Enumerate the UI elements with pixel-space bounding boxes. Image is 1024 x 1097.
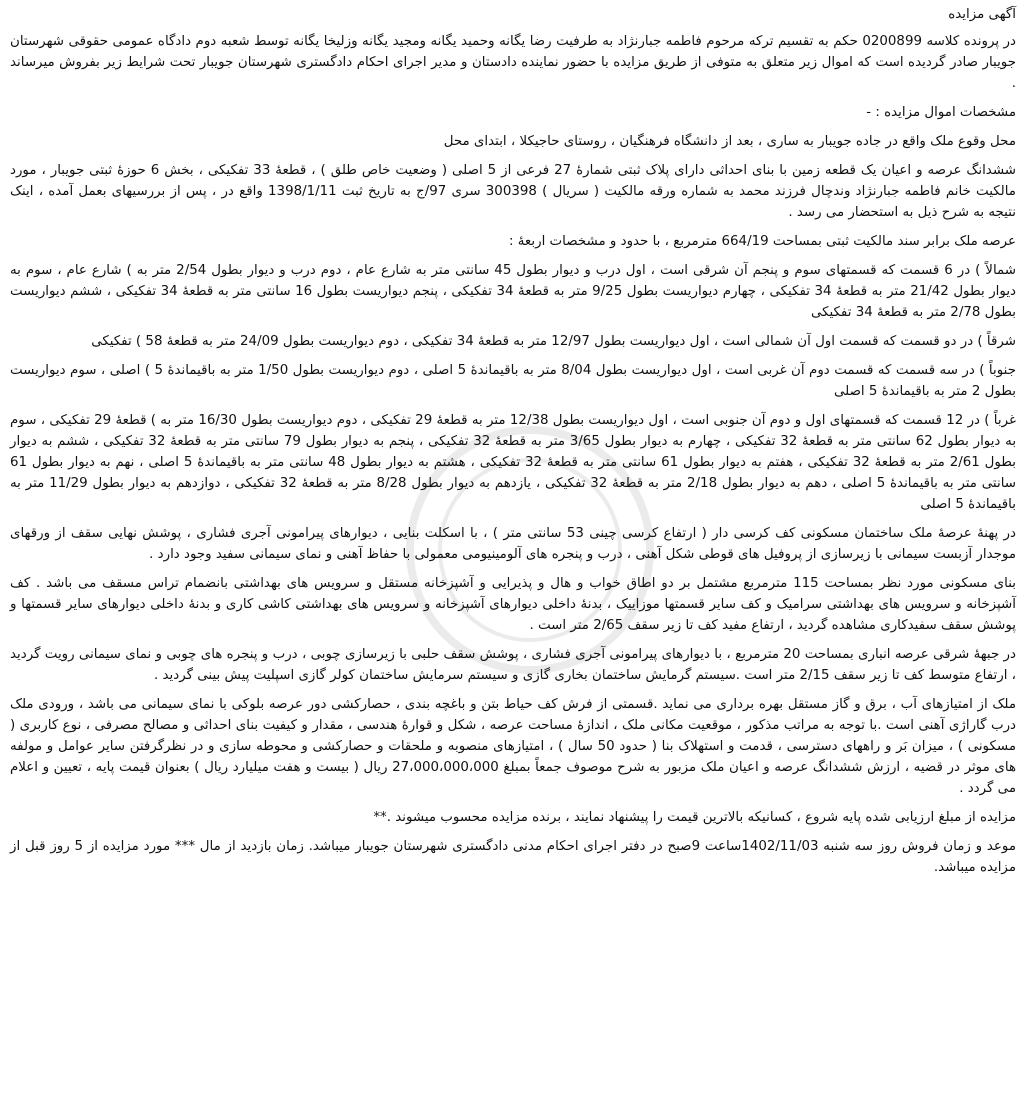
west-boundary-paragraph: غرباً ) در 12 قسمت که قسمتهای اول و دوم آن جنوبی است ، اول دیواریست بطول 12/38 متر به قطعۀ 29 تفکیکی ، دوم دیواریست بطول 16/30 متر به ) قطعۀ 29 تفکیکی ، سوم به دیوار بطول 62 سانتی متر به قطعۀ 32 تفکیکی ، چهارم به دیوار بطول 3/65 متر به قطعۀ 32 تفکیکی ، پنجم به دیوار بطول 79 سانتی متر به قطعۀ 32 تفکیکی ، ششم به دیوار بطول 2/61 متر به قطعۀ 32 تفکیکی ، هفتم به دیوار بطول 61 سانتی متر به قطعۀ 32 تفکیکی ، هشتم به دیوار بطول 48 سانتی متر به باقیماندۀ 5 اصلی ، نهم به دیوار بطول 61 سانتی متر به باقیماندۀ 5 اصلی ، دهم به دیوار بطول 2/18 متر به قطعۀ 32 تفکیکی ، یازدهم به دیوار بطول 8/28 متر به قطعۀ 32 تفکیکی ، دوازدهم به دیوار بطول 11/29 متر به باقیماندۀ 5 اصلی	[10, 413, 1017, 512]
south-boundary-paragraph: جنوباً ) در سه قسمت که قسمت دوم آن غربی است ، اول دیواریست بطول 8/04 متر به باقیماندۀ 5 اصلی ، دوم دیواریست بطول 1/50 متر به باقیماندۀ 5 ) اصلی ، سوم دیواریست بطول 2 متر به باقیماندۀ 5 اصلی	[10, 363, 1016, 399]
residential-unit-paragraph: بنای مسکونی مورد نظر بمساحت 115 مترمربع مشتمل بر دو اطاق خواب و هال و پذیرایی و آشپزخانه مستقل و سرویس های بهداشتی بانضمام تراس مسقف می باشد . کف آشپزخانه و سرویس های بهداشتی سرامیک و کف سایر قسمتها موزاییک ، بدنۀ داخلی دیوارهای آشپزخانه و سرویس های بهداشتی کاشی کاری و بدنۀ داخلی دیوارهای سایر قسمتها و پوشش سقف سفیدکاری مشاهده گردید ، ارتفاع مفید کف تا زیر سقف 2/65 متر است .	[10, 576, 1016, 633]
east-boundary-paragraph: شرقاً ) در دو قسمت که قسمت اول آن شمالی است ، اول دیواریست بطول 12/97 متر به قطعۀ 34 تفکیکی ، دوم دیواریست بطول 24/09 متر به قطعۀ 58 ) تفکیکی	[91, 334, 1016, 349]
warehouse-paragraph: در جبهۀ شرقی عرصه انباری بمساحت 20 مترمربع ، با دیوارهای پیرامونی آجری فشاری ، پوشش سقف حلبی با زیرسازی چوبی ، درب و پنجره های چوبی و نمای سیمانی رویت گردید ، ارتفاع متوسط کف تا زیر سقف 2/15 متر است .سیستم گرمایش ساختمان بخاری گازی و سیستم سرمایش ساختمان کولر گازی اسپلیت پیش بینی گردید .	[10, 647, 1016, 683]
auction-terms-paragraph: مزایده از مبلغ ارزیابی شده پایه شروع ، کسانیکه بالاترین قیمت را پیشنهاد نمایند ، برنده مزایده محسوب میشوند .**	[373, 810, 1016, 825]
building-structure-paragraph: در پهنۀ عرصۀ ملک ساختمان مسکونی کف کرسی دار ( ارتفاع کرسی چینی 53 سانتی متر ) ، با اسکلت بنایی ، دیوارهای پیرامونی آجری فشاری ، پوشش نهایی سقف از ورقهای موجدار آزبست سیمانی با زیرسازی از پروفیل های قوطی شکل آهنی ، درب و پنجره های آلومینیومی معمولی با حفاظ آهنی و نمای سیمانی سفید وجود دارد .	[10, 526, 1016, 562]
north-boundary-paragraph: شمالاً ) در 6 قسمت که قسمتهای سوم و پنجم آن شرقی است ، اول درب و دیوار بطول 45 سانتی متر به شارع عام ، دوم درب و دیوار بطول 2/54 متر به ) شارع عام ، سوم به دیوار بطول 21/42 متر به قطعۀ 34 تفکیکی ، چهارم دیواریست بطول 9/25 متر به قطعۀ 34 تفکیکی ، پنجم دیواریست بطول 16 سانتی متر به قطعۀ 34 تفکیکی ، ششم دیواریست بطول 2/78 متر به قطعۀ 34 تفکیکی	[10, 263, 1017, 320]
property-title-paragraph: ششدانگ عرصه و اعیان یک قطعه زمین با بنای احداثی دارای پلاک ثبتی شمارۀ 27 فرعی از 5 اصلی ( وضعیت خاص طلق ) ، قطعۀ 33 تفکیکی ، بخش 6 حوزۀ ثبتی جویبار ، مورد مالکیت خانم فاطمه جبارنژاد وندچال فرزند محمد به شماره ورقه مالکیت ( سریال ) 300398 سری 97/ج به تاریخ ثبت 1398/1/11 واقع در ، پس از بررسیهای بعمل آمده ، اینک نتیجه به شرح ذیل به استحضار می رسد .	[10, 163, 1016, 220]
property-specs-heading: مشخصات اموال مزایده : -	[866, 105, 1016, 120]
property-location-paragraph: محل وقوع ملک واقع در جاده جویبار به ساری ، بعد از دانشگاه فرهنگیان ، روستای حاجیکلا ، ابتدای محل	[443, 134, 1016, 149]
notice-title: آگهی مزایده	[948, 7, 1016, 22]
land-area-paragraph: عرصه ملک برابر سند مالکیت ثبتی بمساحت 664/19 مترمربع ، با حدود و مشخصات اربعۀ :	[508, 234, 1016, 249]
valuation-paragraph: ملک از امتیازهای آب ، برق و گاز مستقل بهره برداری می نماید .قسمتی از فرش کف حیاط بتن و باغچه بندی ، حصارکشی دور عرصه بلوکی با نمای سیمانی می باشد ، ورودی ملک درب گاراژی آهنی است .با توجه به مراتب مذکور ، موقعیت مکانی ملک ، اندازۀ مساحت عرصه ، شکل و قوارۀ هندسی ، مقدار و کیفیت بنای احداثی و مصالح مصرفی ، نوع کاربری ( مسکونی ) ، میزان بَر و راههای دسترسی ، قدمت و استهلاک بنا ( حدود 50 سال ) ، امتیازهای منصوبه و ملحقات و حصارکشی و محوطه سازی و در نظرگرفتن سایر عوامل و مولفه های موثر در قضیه ، ارزش ششدانگ عرصه و اعیان ملک مزبور به شرح موصوف جمعاً بمبلغ 27،000،000،000 ریال ( بیست و هفت میلیارد ریال ) بعنوان قیمت پایه ، تعیین و اعلام می گردد .	[10, 697, 1017, 796]
intro-paragraph: در پرونده کلاسه 0200899 حکم به تقسیم ترکه مرحوم فاطمه جبارنژاد به طرفیت رضا یگانه وحمید یگانه ومجید یگانه وزلیخا یگانه توسط شعبه دوم دادگاه عمومی حقوقی شهرستان جویبار صادر گردیده است که اموال زیر متعلق به متوفی از طریق مزایده با حضور نماینده دادستان و مدیر اجرای احکام دادگستری شهرستان جویبار تحت شرایط زیر بفروش میرساند .	[10, 34, 1016, 91]
auction-schedule-paragraph: موعد و زمان فروش روز سه شنبه 1402/11/03ساعت 9صبح در دفتر اجرای احکام مدنی دادگستری شهرستان جویبار میباشد. زمان بازدید از مال *** مورد مزایده از 5 روز قبل از مزایده میباشد.	[10, 839, 1016, 875]
